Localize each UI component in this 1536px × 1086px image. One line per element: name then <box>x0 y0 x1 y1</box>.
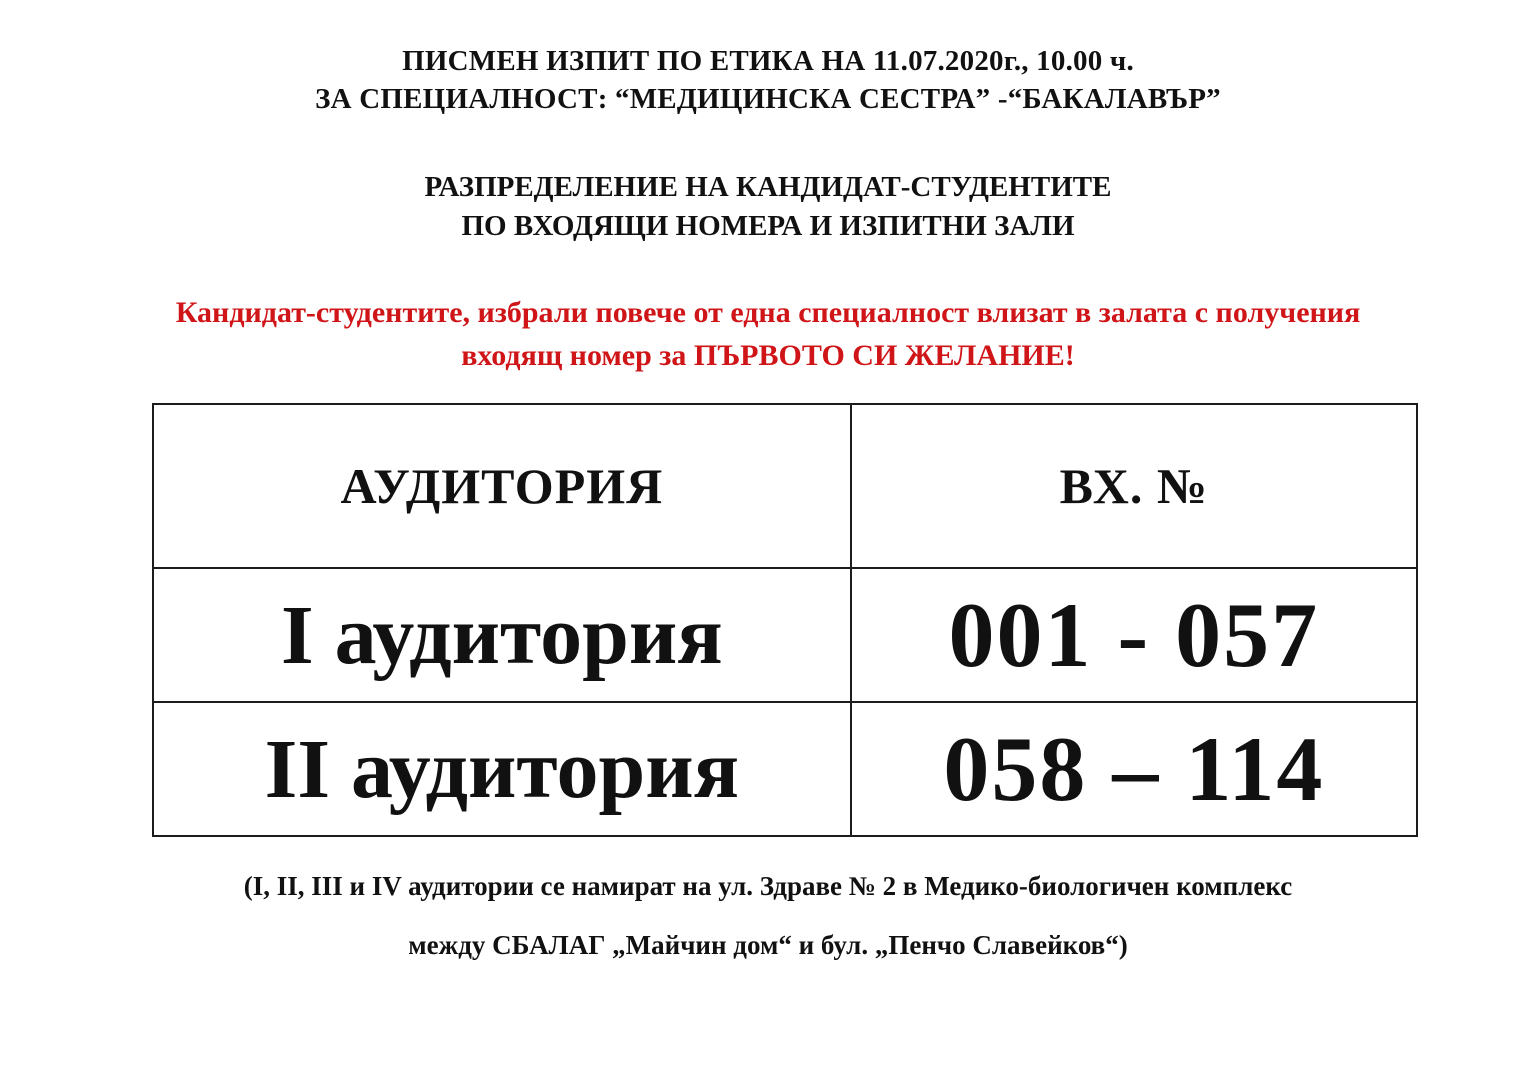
auditorium-allocation-table <box>152 403 1418 837</box>
document-title <box>0 0 1536 118</box>
location-footnote <box>0 871 1536 961</box>
title-line-2: ЗА СПЕЦИАЛНОСТ: “МЕДИЦИНСКА СЕСТРА” -“БАКАЛАВЪР” <box>315 83 1221 115</box>
footnote-line-2: между СБАЛАГ „Майчин дом“ и бул. „Пенчо Славейков“) <box>408 930 1128 960</box>
table-header-row <box>153 404 1417 568</box>
column-header-auditorium: АУДИТОРИЯ <box>153 404 851 568</box>
column-header-entry-number: ВХ. № <box>851 404 1417 568</box>
title-line-1: ПИСМЕН ИЗПИТ ПО ЕТИКА НА 11.07.2020г., 10.00 ч. <box>402 45 1134 77</box>
subtitle-line-1: РАЗПРЕДЕЛЕНИЕ НА КАНДИДАТ-СТУДЕНТИТЕ <box>424 171 1112 203</box>
document-subtitle <box>0 168 1536 246</box>
table-row <box>153 568 1417 702</box>
auditorium-1-range-cell: 001 - 057 <box>851 568 1417 702</box>
footnote-line-1: (I, II, III и IV аудитории се намират на ул. Здраве № 2 в Медико-биологичен комплекс <box>243 871 1293 901</box>
notice-line-1: Кандидат-студентите, избрали повече от една специалност влизат в залата с получения <box>175 296 1361 329</box>
auditorium-2-cell: II аудитория <box>153 702 851 836</box>
red-notice <box>0 291 1536 377</box>
auditorium-1-cell: I аудитория <box>153 568 851 702</box>
subtitle-line-2: ПО ВХОДЯЩИ НОМЕРА И ИЗПИТНИ ЗАЛИ <box>461 210 1075 242</box>
notice-line-2: входящ номер за ПЪРВОТО СИ ЖЕЛАНИЕ! <box>461 339 1075 372</box>
auditorium-2-range-cell: 058 – 114 <box>851 702 1417 836</box>
table-row <box>153 702 1417 836</box>
